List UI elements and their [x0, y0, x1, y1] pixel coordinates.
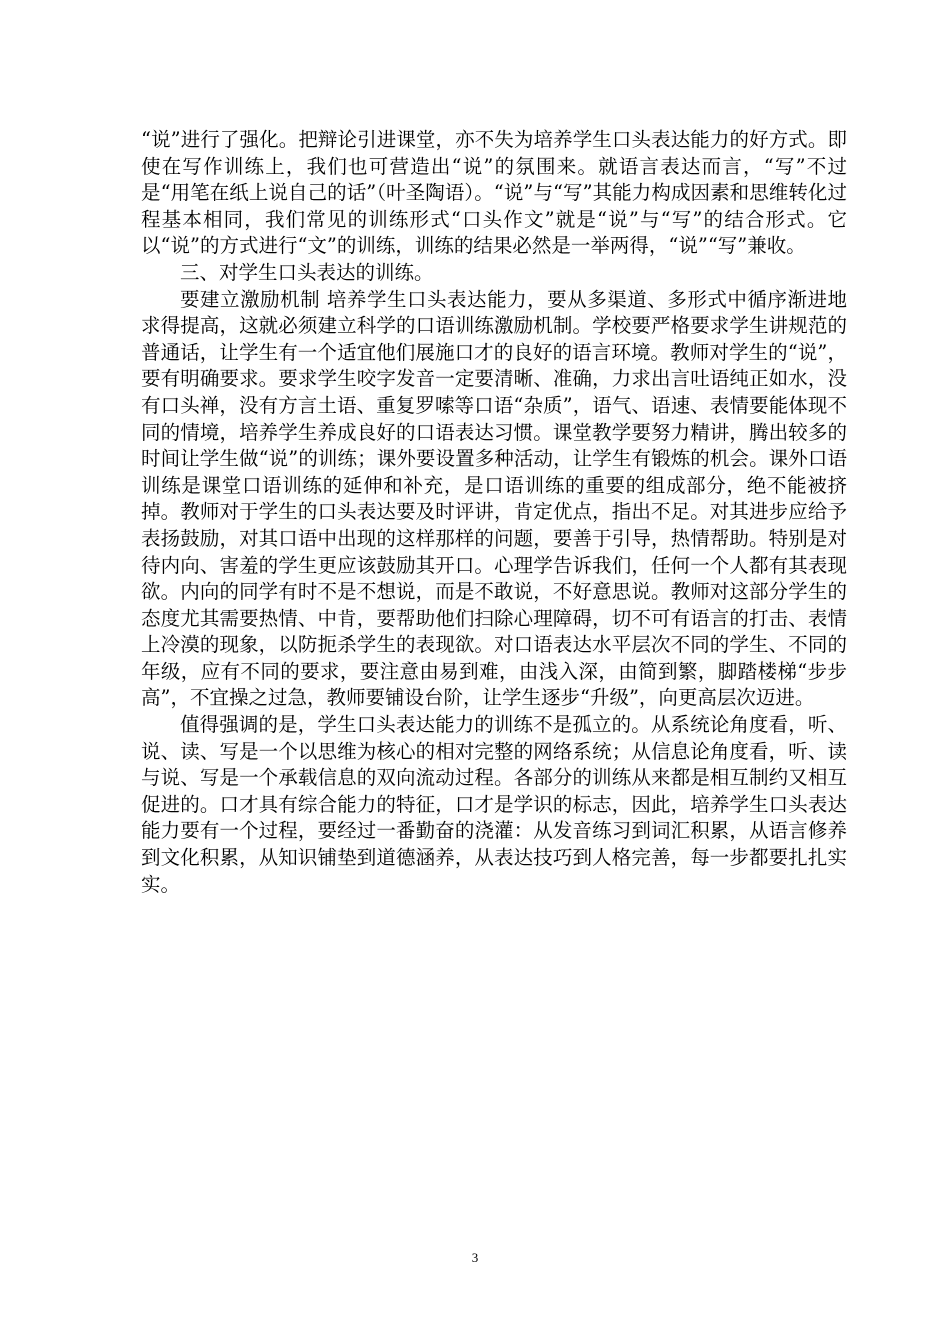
page-number: 3	[471, 1250, 479, 1265]
body-text	[141, 127, 847, 898]
section-heading: 三、对学生口头表达的训练。	[180, 260, 434, 284]
paragraph-continuation: “说”进行了强化。把辩论引进课堂，亦不失为培养学生口头表达能力的好方式。即使在写作训练上，我们也可营造出“说”的氛围来。就语言表达而言，“写”不过是“用笔在纸上说自己的话”（叶圣陶语）。“说”与“写”其能力构成因素和思维转化过程基本相同，我们常见的训练形式“口头作文”就是“说”与“写”的结合形式。它以“说”的方式进行“文”的训练，训练的结果必然是一举两得，“说”“写”兼收。	[141, 128, 847, 258]
paragraph-conclusion: 值得强调的是，学生口头表达能力的训练不是孤立的。从系统论角度看，听、说、读、写是一个以思维为核心的相对完整的网络系统；从信息论角度看，听、读与说、写是一个承载信息的双向流动过程。各部分的训练从来都是相互制约又相互促进的。口才具有综合能力的特征，口才是学识的标志，因此，培养学生口头表达能力要有一个过程，要经过一番勤奋的浇灌：从发音练习到词汇积累，从语言修养到文化积累，从知识铺垫到道德涵养，从表达技巧到人格完善，每一步都要扎扎实实。	[141, 713, 847, 896]
paragraph-incentive-mechanism: 要建立激励机制 培养学生口头表达能力，要从多渠道、多形式中循序渐进地求得提高，这就必须建立科学的口语训练激励机制。学校要严格要求学生讲规范的普通话，让学生有一个适宜他们展施口才的良好的语言环境。教师对学生的“说”，要有明确要求。要求学生咬字发音一定要清晰、准确，力求出言吐语纯正如水，没有口头禅，没有方言土语、重复罗嗦等口语“杂质”，语气、语速、表情要能体现不同的情境，培养学生养成良好的口语表达习惯。课堂教学要努力精讲，腾出较多的时间让学生做“说”的训练；课外要设置多种活动，让学生有锻炼的机会。课外口语训练是课堂口语训练的延伸和补充，是口语训练的重要的组成部分，绝不能被挤掉。教师对于学生的口头表达要及时评讲，肯定优点，指出不足。对其进步应给予表扬鼓励，对其口语中出现的这样那样的问题，要善于引导，热情帮助。特别是对待内向、害羞的学生更应该鼓励其开口。心理学告诉我们，任何一个人都有其表现欲。内向的同学有时不是不想说，而是不敢说，不好意思说。教师对这部分学生的态度尤其需要热情、中肯，要帮助他们扫除心理障碍，切不可有语言的打击、表情上冷漠的现象，以防扼杀学生的表现欲。对口语表达水平层次不同的学生、不同的年级，应有不同的要求，要注意由易到难，由浅入深，由简到繁，脚踏楼梯“步步高”，不宜操之过急，教师要铺设台阶，让学生逐步“升级”，向更高层次迈进。	[141, 287, 847, 710]
